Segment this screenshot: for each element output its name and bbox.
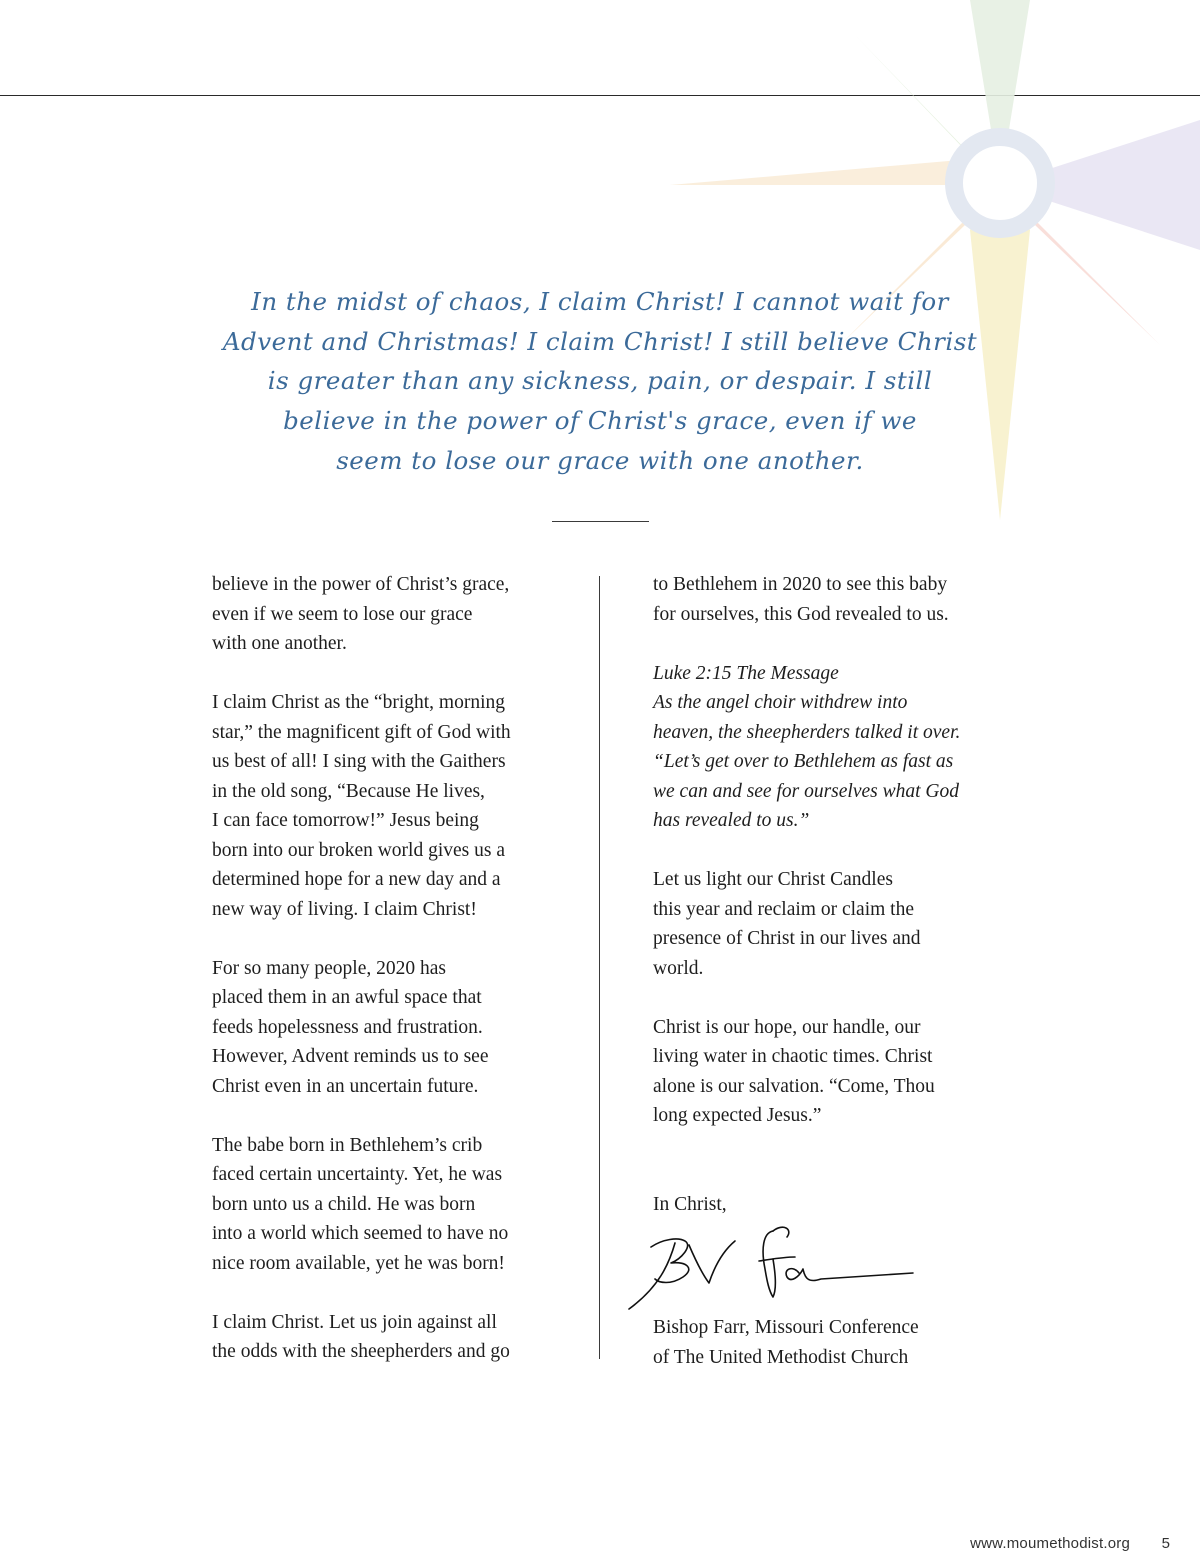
pull-quote-line: seem to lose our grace with one another.: [336, 445, 864, 475]
text-line: I claim Christ. Let us join against all: [212, 1311, 497, 1333]
text-line: I claim Christ as the “bright, morning: [212, 692, 505, 713]
paragraph-gap: [653, 836, 1013, 866]
text-line: I can face tomorrow!” Jesus being: [212, 810, 479, 831]
paragraph-gap: [653, 983, 1013, 1013]
scripture-reference: Luke 2:15 The Message: [653, 662, 839, 684]
text-line: us best of all! I sing with the Gaithers: [212, 751, 506, 772]
signoff-line: Bishop Farr, Missouri Conference: [653, 1317, 919, 1338]
text-line: determined hope for a new day and a: [212, 869, 501, 890]
paragraph-gap: [212, 1101, 572, 1131]
scripture-line: heaven, the sheepherders talked it over.: [653, 721, 961, 743]
text-line: into a world which seemed to have no: [212, 1223, 509, 1244]
text-line: for ourselves, this God revealed to us.: [653, 603, 949, 625]
paragraph-gap: [212, 924, 572, 954]
closing-salutation: In Christ,: [653, 1193, 727, 1215]
text-line: Let us light our Christ Candles: [653, 869, 893, 890]
paragraph: [212, 1308, 572, 1367]
paragraph-gap: [212, 659, 572, 689]
scripture-quote: [653, 659, 1013, 836]
scripture-line: we can and see for ourselves what God: [653, 780, 960, 802]
paragraph: [212, 954, 572, 1102]
text-line: placed them in an awful space that: [212, 987, 482, 1008]
signoff: [653, 1313, 1013, 1372]
text-line: presence of Christ in our lives and: [653, 928, 921, 949]
paragraph: [212, 1131, 572, 1279]
text-line: For so many people, 2020 has: [212, 957, 446, 979]
paragraph: [653, 570, 1013, 629]
text-line: born into our broken world gives us a: [212, 839, 505, 861]
scripture-line: As the angel choir withdrew into: [653, 692, 908, 713]
text-line: Christ is our hope, our handle, our: [653, 1016, 921, 1038]
footer-url: www.moumethodist.org: [970, 1535, 1130, 1552]
text-line: nice room available, yet he was born!: [212, 1252, 505, 1274]
text-line: to Bethlehem in 2020 to see this baby: [653, 574, 948, 595]
text-line: star,” the magnificent gift of God with: [212, 721, 511, 743]
pull-quote-line: In the midst of chaos, I claim Christ! I cannot wait for: [251, 287, 949, 316]
text-line: new way of living. I claim Christ!: [212, 898, 477, 920]
paragraph-gap: [653, 1160, 1013, 1190]
text-line: The babe born in Bethlehem’s crib: [212, 1134, 483, 1156]
pull-quote-line: believe in the power of Christ's grace, even if we: [283, 406, 917, 436]
text-line: Christ even in an uncertain future.: [212, 1075, 479, 1097]
left-column: [212, 570, 572, 1367]
text-line: However, Advent reminds us to see: [212, 1046, 489, 1067]
page-number: 5: [1161, 1535, 1170, 1552]
pull-quote: [200, 282, 1000, 481]
scripture-line: “Let’s get over to Bethlehem as fast as: [653, 751, 954, 772]
text-line: long expected Jesus.”: [653, 1105, 822, 1126]
pull-quote-line: Advent and Christmas! I claim Christ! I still believe Christ: [222, 326, 978, 356]
text-line: faced certain uncertainty. Yet, he was: [212, 1164, 503, 1185]
paragraph: [212, 688, 572, 924]
quote-divider: [552, 521, 649, 522]
text-line: world.: [653, 957, 704, 979]
signoff-line: of The United Methodist Church: [653, 1346, 909, 1368]
text-line: the odds with the sheepherders and go: [212, 1341, 510, 1362]
text-line: believe in the power of Christ’s grace,: [212, 574, 510, 595]
text-line: even if we seem to lose our grace: [212, 603, 473, 625]
paragraph: [653, 865, 1013, 983]
signature-icon: [623, 1219, 923, 1311]
pull-quote-line: is greater than any sickness, pain, or despair. I still: [267, 366, 933, 396]
column-divider: [599, 576, 600, 1359]
paragraph: [653, 1013, 1013, 1131]
text-line: this year and reclaim or claim the: [653, 898, 914, 920]
text-line: with one another.: [212, 633, 347, 654]
scripture-line: has revealed to us.”: [653, 810, 810, 831]
paragraph-gap: [212, 1278, 572, 1308]
right-column: [653, 570, 1013, 1372]
paragraph-gap: [653, 629, 1013, 659]
text-line: in the old song, “Because He lives,: [212, 780, 485, 802]
text-line: living water in chaotic times. Christ: [653, 1046, 933, 1067]
paragraph-gap: [653, 1131, 1013, 1161]
star-ring: [954, 137, 1046, 229]
text-line: born unto us a child. He was born: [212, 1193, 476, 1215]
text-line: alone is our salvation. “Come, Thou: [653, 1075, 935, 1097]
text-line: feeds hopelessness and frustration.: [212, 1016, 483, 1038]
paragraph: [212, 570, 572, 659]
